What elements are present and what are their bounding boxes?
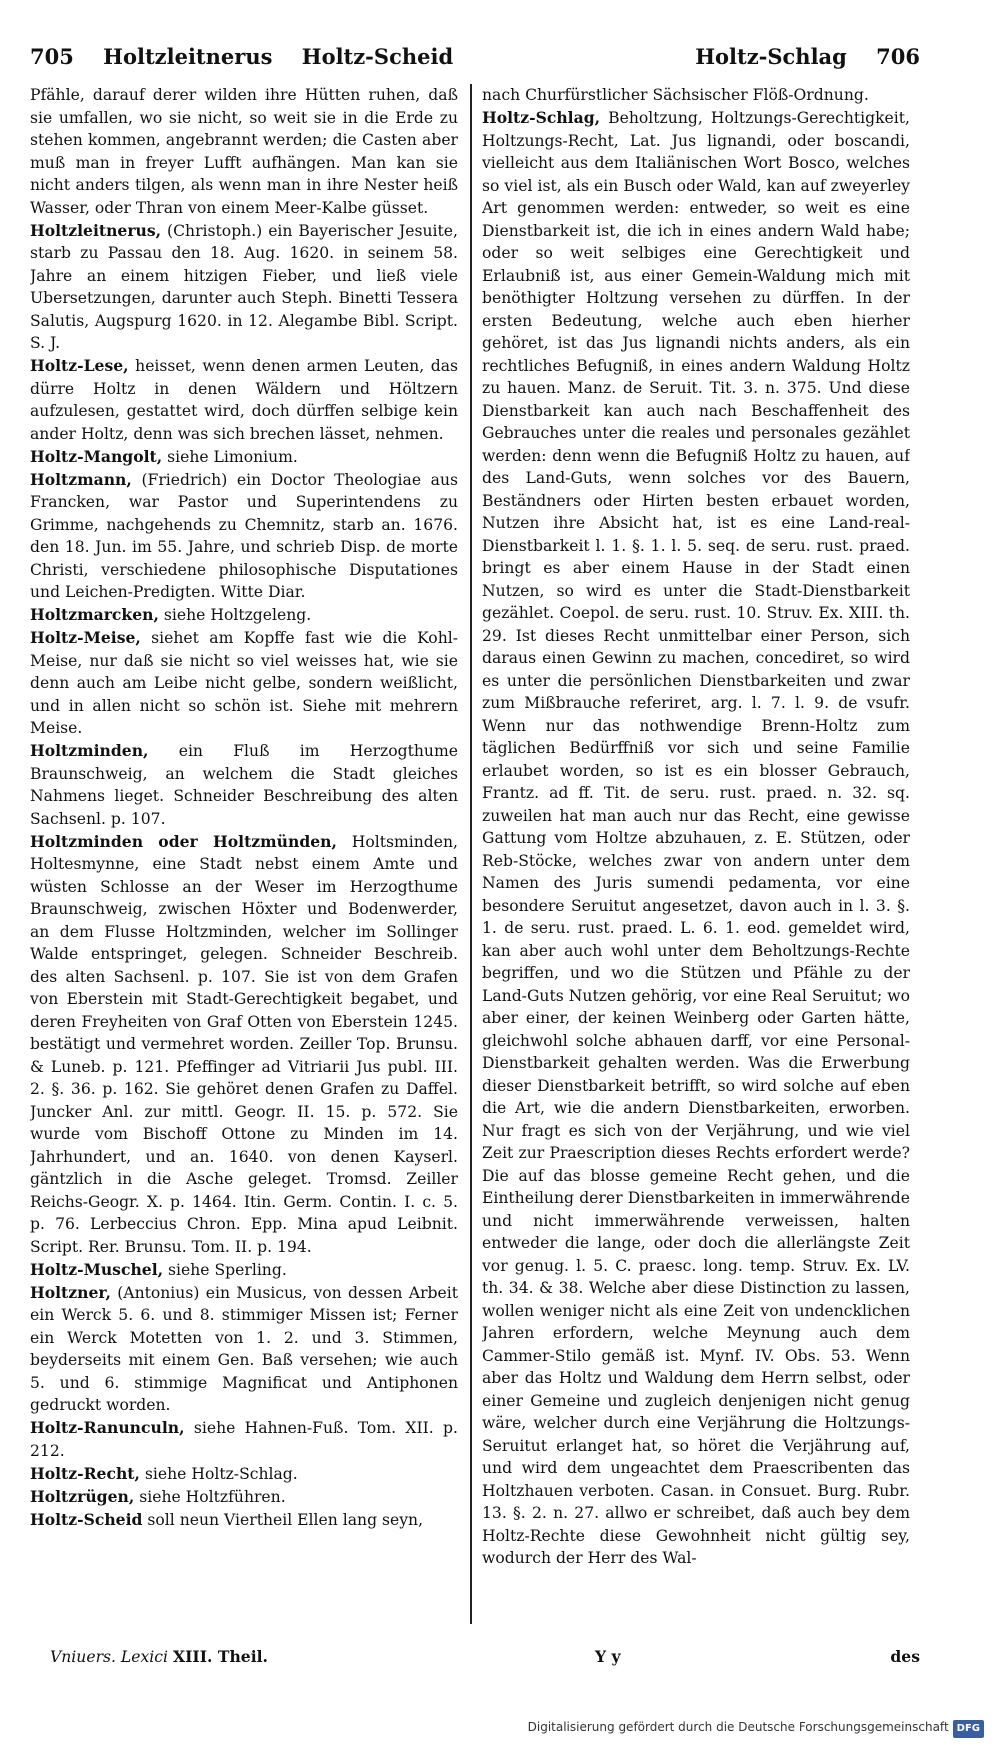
page-number-left: 705: [30, 44, 74, 69]
entry-text: siehet am Kopffe fast wie die Kohl-Meise, nur daß sie nicht so viel weisses hat, wie sie denn auch am Leibe nicht gelbe, sondern weißlicht, und in allen nicht so schön ist. Siehe mit mehrern Meise.: [30, 629, 458, 737]
digitization-note: [528, 1718, 984, 1736]
entry-text: (Christoph.) ein Bayerischer Jesuite, starb zu Passau den 18. Aug. 1620. in seinem 58. Jahre an einem hitzigen Fieber, und ließ viele Ubersetzungen, darunter auch Steph. Binetti Tessera Salutis, Augspurg 1620. in 12. Alegambe Bibl. Script. S. J.: [30, 221, 458, 352]
running-word-right: Holtz-Schlag: [695, 44, 847, 69]
signature-italic: Vniuers. Lexici: [50, 1648, 169, 1666]
entry-lemma: Holtz-Scheid: [30, 1509, 143, 1529]
header-right: [673, 40, 920, 74]
entry-lemma: Holtz-Recht,: [30, 1463, 140, 1483]
entry-text: (Antonius) ein Musicus, von dessen Arbeit ein Werck 5. 6. und 8. stimmiger Missen ist; Ferner ein Werck Motetten von 1. 2. und 3. Stimmen, beyderseits mit einem Gen. Baß versehen; wie auch 5. und 6. stimmige Magnificat und Antiphonen gedruckt worden.: [30, 1283, 458, 1414]
entry-text: siehe Holtz-Schlag.: [139, 1464, 298, 1483]
running-word-left: Holtz-Scheid: [301, 44, 454, 69]
dictionary-entry: [30, 1259, 458, 1282]
entry-lemma: Holtz-Mangolt,: [30, 446, 163, 466]
page-number-right: 706: [876, 44, 920, 69]
right-column: [482, 84, 910, 1640]
book-page: [30, 40, 920, 1666]
dictionary-entry: [482, 84, 910, 107]
left-column: [30, 84, 458, 1640]
dictionary-entry: [30, 1509, 458, 1532]
dictionary-entry: [30, 831, 458, 1259]
dictionary-entry: [30, 627, 458, 740]
entry-text: Pfähle, darauf derer wilden ihre Hütten ruhen, daß sie umfallen, wo sie nicht, so weit sie in die Erde zu stehen kommen, angebrannt werden; die Casten aber muß man in freyer Lufft aufhängen. Man kan sie nicht anders tilgen, als wenn man in ihre Nester heiß Wasser, oder Thran von einem Meer-Kalbe güsset.: [30, 86, 458, 217]
entry-text: siehe Sperling.: [163, 1260, 287, 1279]
entry-lemma: Holtz-Schlag,: [482, 108, 601, 127]
entry-text: nach Churfürstlicher Sächsischer Flöß-Ordnung.: [482, 86, 869, 104]
page-footer: [30, 1644, 920, 1670]
entry-text: soll neun Viertheil Ellen lang seyn,: [142, 1510, 424, 1529]
dictionary-entry: [30, 84, 458, 219]
dictionary-entry: [30, 1417, 458, 1462]
dictionary-entry: [30, 469, 458, 604]
entry-lemma: Holtzmarcken,: [30, 605, 159, 624]
dictionary-entry: [30, 355, 458, 445]
entry-text: (Friedrich) ein Doctor Theologiae aus Francken, war Pastor und Superintendens zu Grimme, nachgehends zu Chemnitz, starb an. 1676. den 18. Jun. im 55. Jahre, und schrieb Disp. de morte Christi, verschiedene philosophische Disputationes und Leichen-Predigten. Witte Diar.: [30, 470, 458, 601]
dictionary-entry: [30, 604, 458, 627]
entry-lemma: Holtzminden oder Holtzmünden,: [30, 831, 337, 851]
entry-lemma: Holtzminden,: [30, 741, 149, 760]
header-left: [30, 40, 475, 74]
entry-text: siehe Holtzführen.: [134, 1487, 286, 1506]
dictionary-entry: [482, 107, 910, 1570]
signature-line: [50, 1644, 268, 1670]
entry-lemma: Holtzmann,: [30, 469, 132, 489]
entry-lemma: Holtz-Lese,: [30, 356, 129, 375]
dfg-logo-icon: DFG: [953, 1720, 984, 1738]
entry-text: siehe Holtzgeleng.: [158, 606, 312, 624]
running-title-left: Holtzleitnerus: [103, 44, 273, 69]
entry-lemma: Holtzner,: [30, 1282, 111, 1302]
dictionary-entry: [30, 740, 458, 830]
entry-text: siehe Limonium.: [162, 447, 298, 466]
entry-lemma: Holtz-Muschel,: [30, 1259, 164, 1279]
signature-bold: XIII. Theil.: [173, 1647, 268, 1666]
catchword: des: [890, 1647, 920, 1666]
entry-lemma: Holtz-Ranunculn,: [30, 1418, 185, 1437]
gathering-mark: Y y: [595, 1647, 621, 1666]
column-divider: [470, 84, 472, 1624]
entry-text: Beholtzung, Holtzungs-Gerechtigkeit, Holtzungs-Recht, Lat. Jus lignandi, oder boscandi, vielleicht aus dem Italiänischen Wort Bosco, welches so viel ist, als ein Busch oder Wald, kan auf zweyerley Art genommen werden: entweder, so weit es eine Dienstbarkeit ist, die ich in eines andern Wald habe; oder so weit selbiges eine Gerechtigkeit und Erlaubniß ist, aus einer Gemein-Waldung mich mit benöthigter Holtzung versehen zu dürffen. In der ersten Bedeutung, welche auch eben hierher gehöret, ist das Jus lignandi nichts anders, als ein rechtliches Befugniß, in eines andern Waldung Holtz zu hauen. Manz. de Seruit. Tit. 3. n. 375. Und diese Dienstbarkeit kan auch nach Beschaffenheit des Gebrauches unter die reales und personales gezählet werden: denn wenn die Befugniß Holtz zu hauen, auf des Land-Guts, wenn solches vor des Bauern, Beständners oder Hirten besten erbauet worden, Nutzen ihre Absicht hat, ist es eine Land-real-Dienstbarkeit l. 1. §. 1. l. 5. seq. de seru. rust. praed. bringt es aber einem Hause in der Stadt einen Nutzen, so wird es unter die Stadt-Dienstbarkeit gezählet. Coepol. de seru. rust. 10. Struv. Ex. XIII. th. 29. Ist dieses Recht unmittelbar einer Person, sich daraus einen Gewinn zu machen, concediret, so wird es unter die persönlichen Dienstbarkeiten und zwar zum Mißbrauche referiret, arg. l. 7. l. 9. de vsufr. Wenn nur das nothwendige Brenn-Holtz zum täglichen Bedürffniß vor sich und seine Familie erlaubet worden, so ist es ein blosser Gebrauch, Frantz. ad ff. Tit. de seru. rust. praed. n. 32. sq. zuweilen hat man auch nur das Recht, eine gewisse Gattung vom Holtze abzuhauen, z. E. Stützen, oder Reb-Stöcke, welches zwar von andern unter dem Namen des Juris sumendi pedamenta, vor eine besondere Seruitut angesetzet, davon auch in l. 3. §. 1. de seru. rust. praed. L. 6. 1. eod. gemeldet wird, kan aber auch wohl unter dem Beholtzungs-Rechte begriffen, und wo die Stützen und Pfähle zu der Land-Guts Nutzen gehörig, vor eine Real Seruitut; wo aber einer, der keinen Weinberg oder Garten hätte, gleichwohl solche abhauen darff, vor eine Personal-Dienstbarkeit gehalten werden. Was die Erwerbung dieser Dienstbarkeit betrifft, so wird solche auf eben die Art, wie die andern Dienstbarkeiten, erworben. Nur fragt es sich von der Verjährung, und wie viel Zeit zur Praescription dieses Rechts erfordert werde? Die auf das blosse gemeine Recht gehen, und die Eintheilung derer Dienstbarkeiten in immerwährende und nicht immerwährende verweissen, halten entweder die lange, oder doch die allerlängste Zeit vor genug. l. 5. C. praesc. long. temp. Struv. Ex. LV. th. 34. & 38. Welche aber diese Distinction zu lassen, wollen weniger nicht als eine Zeit von undencklichen Jahren erfordern, welche Meynung auch dem Cammer-Stilo gemäß ist. Mynf. IV. Obs. 53. Wenn aber das Holtz und Waldung dem Herrn selbst, oder einer Gemeine und zugleich denjenigen nicht genug wäre, welcher durch eine Verjährung die Holtzungs-Seruitut erlanget hat, so höret die Verjährung auf, und wird dem ungeachtet dem Praescribenten das Holtzhauen verboten. Casan. in Consuet. Burg. Rubr. 13. §. 2. n. 27. allwo er schreibet, daß auch bey dem Holtz-Rechte diese Gewohnheit nicht gültig sey, wodurch der Herr des Wal-: [482, 109, 910, 1567]
dictionary-entry: [30, 220, 458, 355]
entry-text: Holtsminden, Holtesmynne, eine Stadt nebst einem Amte und wüsten Schlosse an der Weser im Herzogthume Braunschweig, zwischen Höxter und Bodenwerder, an dem Flusse Holtzminden, welcher im Sollinger Walde entspringet, gelegen. Schneider Beschreib. des alten Sachsenl. p. 107. Sie ist von dem Grafen von Eberstein mit Stadt-Gerechtigkeit begabet, und deren Freyheiten von Graf Otten von Eberstein 1245. bestätigt und vermehret worden. Zeiller Top. Brunsu. & Luneb. p. 121. Pfeffinger ad Vitriarii Jus publ. III. 2. §. 36. p. 162. Sie gehöret denen Grafen zu Daffel. Juncker Anl. zur mittl. Geogr. II. 15. p. 572. Sie wurde vom Bischoff Ottone zu Minden im 14. Jahrhundert, und an. 1640. von denen Kayserl. gäntzlich in die Asche geleget. Tromsd. Zeiller Reichs-Geogr. X. p. 1464. Itin. Germ. Contin. I. c. 5. p. 76. Lerbeccius Chron. Epp. Mina apud Leibnit. Script. Rer. Brunsu. Tom. II. p. 194.: [30, 832, 458, 1256]
dictionary-entry: [30, 1282, 458, 1417]
digitization-text: Digitalisierung gefördert durch die Deutsche Forschungsgemeinschaft: [527, 1720, 949, 1734]
dictionary-entry: [30, 1463, 458, 1486]
entry-text: siehe Hahnen-Fuß. Tom. XII. p. 212.: [30, 1419, 458, 1460]
dictionary-entry: [30, 1486, 458, 1509]
entry-lemma: Holtzleitnerus,: [30, 220, 162, 240]
entry-text: ein Fluß im Herzogthume Braunschweig, an welchem die Stadt gleiches Nahmens lieget. Schneider Beschreibung des alten Sachsenl. p. 107.: [30, 742, 458, 828]
entry-lemma: Holtz-Meise,: [30, 628, 141, 647]
dictionary-entry: [30, 446, 458, 469]
entry-lemma: Holtzrügen,: [30, 1486, 135, 1506]
entry-text: heisset, wenn denen armen Leuten, das dürre Holtz in denen Wäldern und Höltzern aufzulesen, gestattet wird, doch dürffen selbige kein ander Holtz, denn was sich brechen lässet, nehmen.: [30, 357, 458, 443]
